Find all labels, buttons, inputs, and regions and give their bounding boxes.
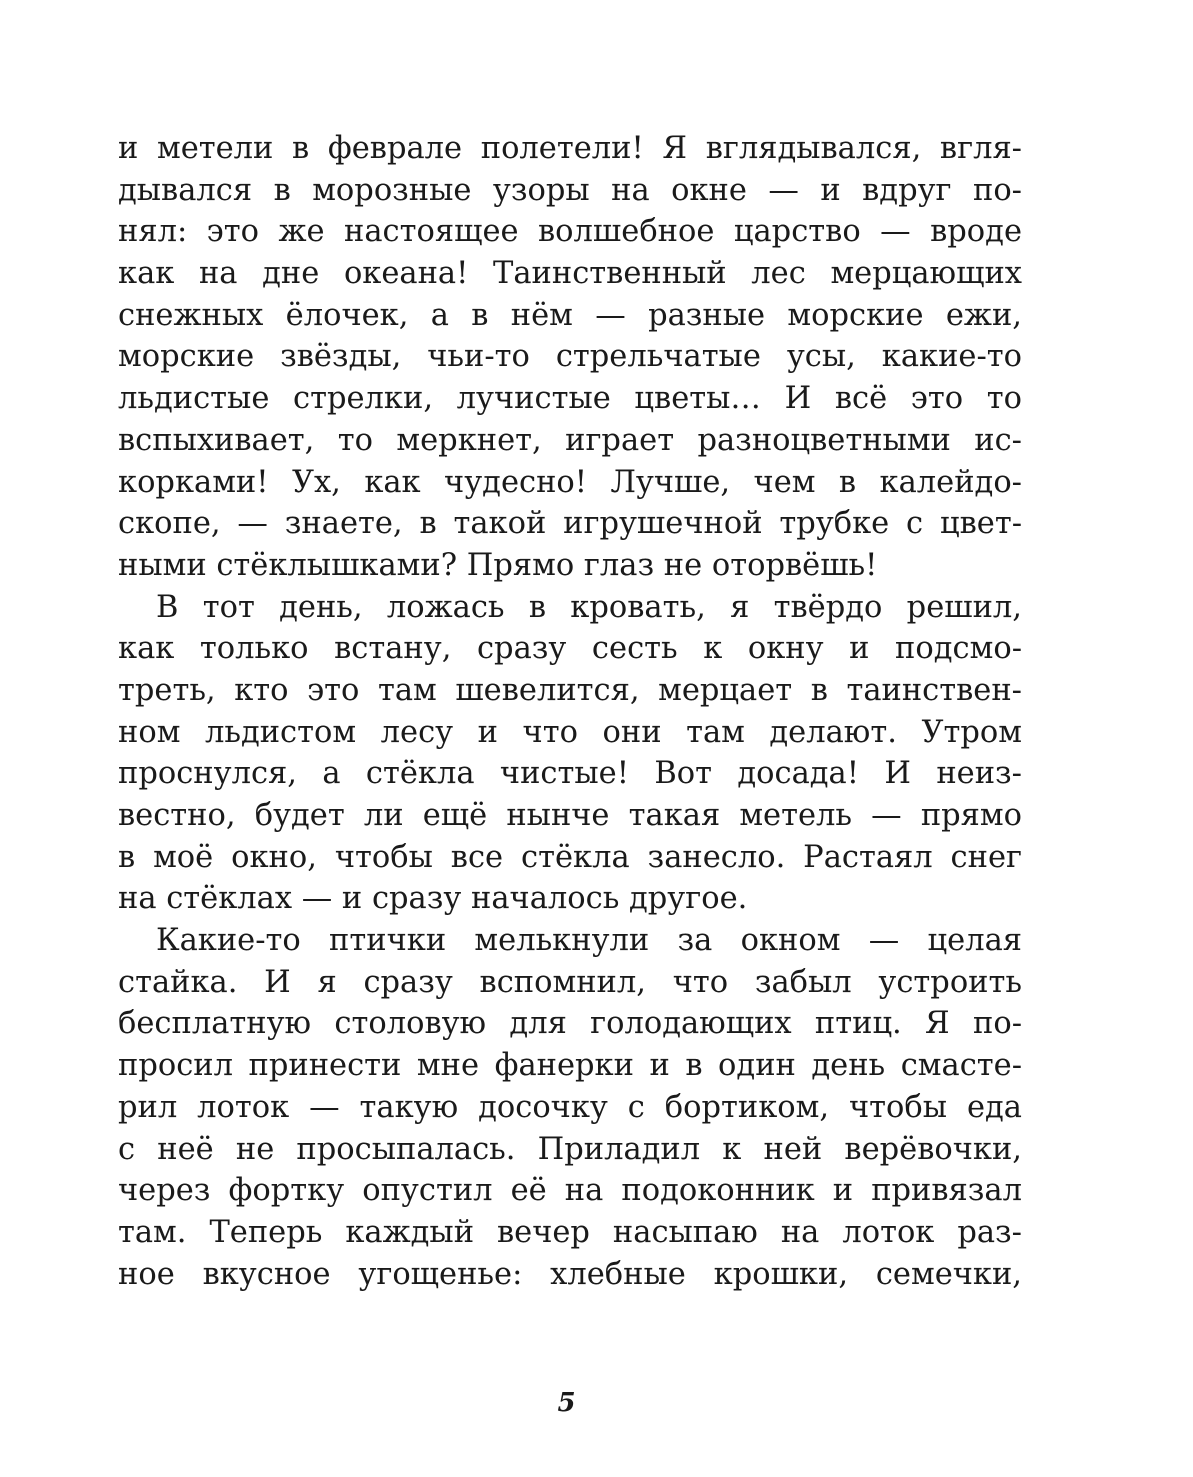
text-line: проснулся, а стёкла чистые! Вот досада! И неиз- (118, 756, 1022, 792)
text-line: морские звёзды, чьи-то стрельчатые усы, какие-то (118, 339, 1022, 375)
body-text (118, 128, 1022, 1295)
text-line: через фортку опустил её на подоконник и привязал (118, 1173, 1022, 1209)
text-line: бесплатную столовую для голодающих птиц. Я по- (118, 1006, 1022, 1042)
text-line: как на дне океана! Таинственный лес мерцающих (118, 256, 1022, 292)
text-line: вестно, будет ли ещё нынче такая метель — прямо (118, 798, 1022, 833)
text-line: льдистые стрелки, лучистые цветы… И всё это то (118, 381, 1022, 417)
paragraph-start-line: Какие-то птички мелькнули за окном — целая (156, 923, 1022, 959)
page-number: 5 (557, 1388, 576, 1418)
text-line: в моё окно, чтобы все стёкла занесло. Растаял снег (118, 839, 1022, 875)
text-line: ное вкусное угощенье: хлебные крошки, семечки, (118, 1256, 1022, 1292)
text-line: нял: это же настоящее волшебное царство — вроде (118, 214, 1022, 250)
text-line: дывался в морозные узоры на окне — и вдруг по- (118, 172, 1022, 208)
paragraph-end-line: на стёклах — и сразу началось другое. (118, 881, 748, 917)
text-line: ном льдистом лесу и что они там делают. Утром (118, 714, 1022, 750)
text-line: как только встану, сразу сесть к окну и подсмо- (118, 631, 1022, 667)
text-line: там. Теперь каждый вечер насыпаю на лоток раз- (118, 1214, 1022, 1250)
paragraph-start-line: В тот день, ложась в кровать, я твёрдо решил, (156, 589, 1022, 625)
text-line: скопе, — знаете, в такой игрушечной трубке с цвет- (118, 506, 1022, 542)
text-line: рил лоток — такую досочку с бортиком, чтобы еда (118, 1089, 1022, 1125)
text-line: снежных ёлочек, а в нём — разные морские ежи, (118, 297, 1022, 333)
text-line: и метели в феврале полетели! Я вглядывался, вгля- (118, 131, 1022, 166)
text-line: с неё не просыпалась. Приладил к ней верёвочки, (118, 1131, 1022, 1167)
text-line: стайка. И я сразу вспомнил, что забыл устроить (118, 964, 1022, 1000)
text-line: треть, кто это там шевелится, мерцает в таинствен- (118, 672, 1022, 708)
paragraph-end-line: ными стёклышками? Прямо глаз не оторвёшь! (118, 547, 878, 583)
text-line: корками! Ух, как чудесно! Лучше, чем в калейдо- (118, 464, 1022, 500)
text-line: просил принести мне фанерки и в один день смасте- (118, 1048, 1022, 1084)
text-line: вспыхивает, то меркнет, играет разноцветными ис- (118, 422, 1022, 458)
